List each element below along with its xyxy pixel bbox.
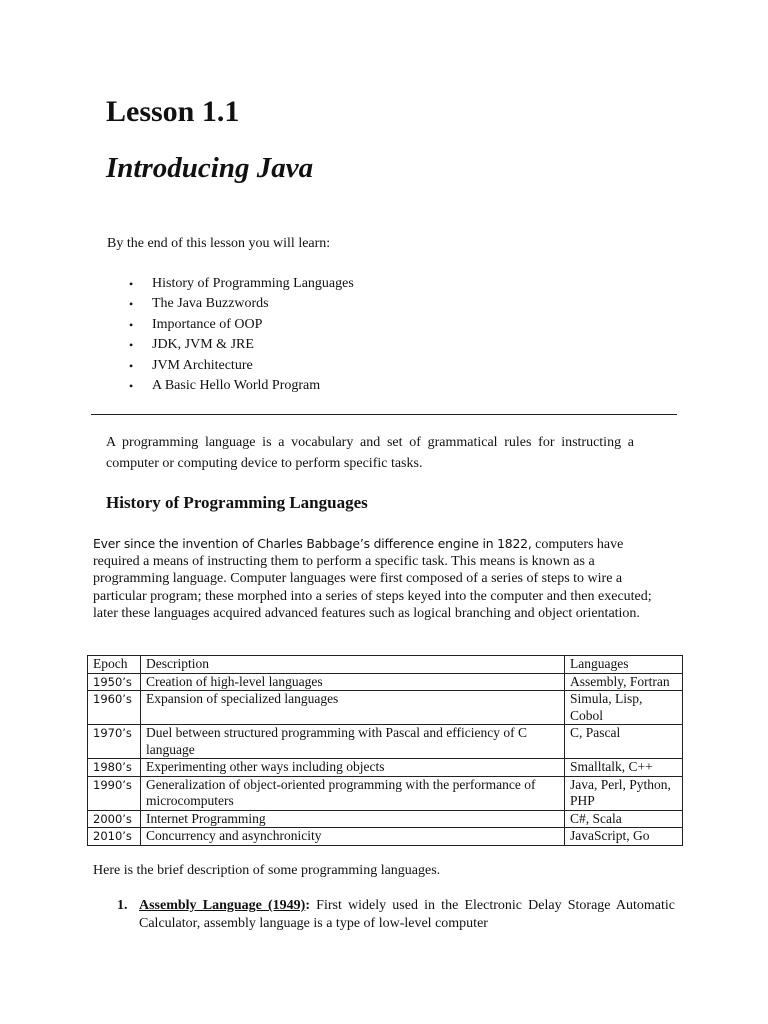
bullet-icon: • [129,317,134,332]
description-cell: Expansion of specialized languages [141,691,565,725]
bullet-icon: • [129,277,134,291]
table-row [88,776,683,810]
languages-cell: Java, Perl, Python, PHP [565,776,683,810]
list-item: • The Java Buzzwords [127,294,354,314]
lesson-title: Lesson 1.1 [106,95,240,128]
lesson-subtitle: Introducing Java [106,152,314,184]
list-item: • Importance of OOP [127,315,354,335]
table-row [88,725,683,759]
language-description: First widely used in the Electronic Delay Storage Automatic Calculator, assembly language is a type of low-level computer [139,898,675,931]
epoch-cell: 1990’s [88,776,141,810]
list-item: • JDK, JVM & JRE [127,335,354,355]
epoch-cell: 1980’s [88,759,141,777]
table-row [88,828,683,846]
learning-intro: By the end of this lesson you will learn: [107,236,331,251]
epoch-cell: 2010’s [88,828,141,846]
section-divider [91,414,677,415]
epoch-cell: 1960’s [88,691,141,725]
history-lead: Ever since the invention of Charles Babbage’s difference engine in 1822, [93,536,532,551]
languages-cell: Smalltalk, C++ [565,759,683,777]
languages-cell: C#, Scala [565,810,683,828]
item-number: 1. [117,898,128,913]
section-heading: History of Programming Languages [106,493,368,512]
epochs-table [87,655,683,846]
languages-list [117,897,675,933]
bullet-icon: • [129,338,134,353]
epoch-cell: 2000’s [88,810,141,828]
bullet-icon: • [129,378,134,393]
table-row [88,759,683,777]
description-cell: Duel between structured programming with Pascal and efficiency of C language [141,725,565,759]
list-item: • A Basic Hello World Program [127,376,354,396]
description-cell: Experimenting other ways including objects [141,759,565,777]
epoch-cell: 1950’s [88,673,141,691]
history-body: computers have required a means of instructing them to perform a specific task. This means is known as a programming language. Computer languages were first composed of a series of steps to wire a particular program; these morphed into a series of steps keyed into the computer and then executed; later these languages acquired advanced features such as logical branching and object orientation. [93,537,652,621]
history-paragraph [93,535,673,622]
languages-cell: Assembly, Fortran [565,673,683,691]
languages-cell: JavaScript, Go [565,828,683,846]
table-row [88,673,683,691]
list-item: • JVM Architecture [127,356,354,376]
languages-cell: C, Pascal [565,725,683,759]
brief-intro: Here is the brief description of some programming languages. [93,863,441,878]
learning-outcomes-list [127,274,354,396]
table-row [88,691,683,725]
definition-paragraph: A programming language is a vocabulary and set of grammatical rules for instructing a computer or computing device to perform specific tasks. [106,435,634,471]
description-cell: Concurrency and asynchronicity [141,828,565,846]
list-item: • History of Programming Languages [127,274,354,294]
description-cell: Internet Programming [141,810,565,828]
bullet-icon: • [129,297,134,312]
list-item [117,897,675,933]
column-header: Languages [565,656,683,674]
table-header-row [88,656,683,674]
table-row [88,810,683,828]
epoch-cell: 1970’s [88,725,141,759]
bullet-icon: • [129,358,134,373]
languages-cell: Simula, Lisp, Cobol [565,691,683,725]
column-header: Description [141,656,565,674]
description-cell: Generalization of object-oriented programming with the performance of microcomputers [141,776,565,810]
language-term: Assembly Language (1949) [139,898,306,913]
term-colon: : [305,898,311,913]
description-cell: Creation of high-level languages [141,673,565,691]
column-header: Epoch [88,656,141,674]
